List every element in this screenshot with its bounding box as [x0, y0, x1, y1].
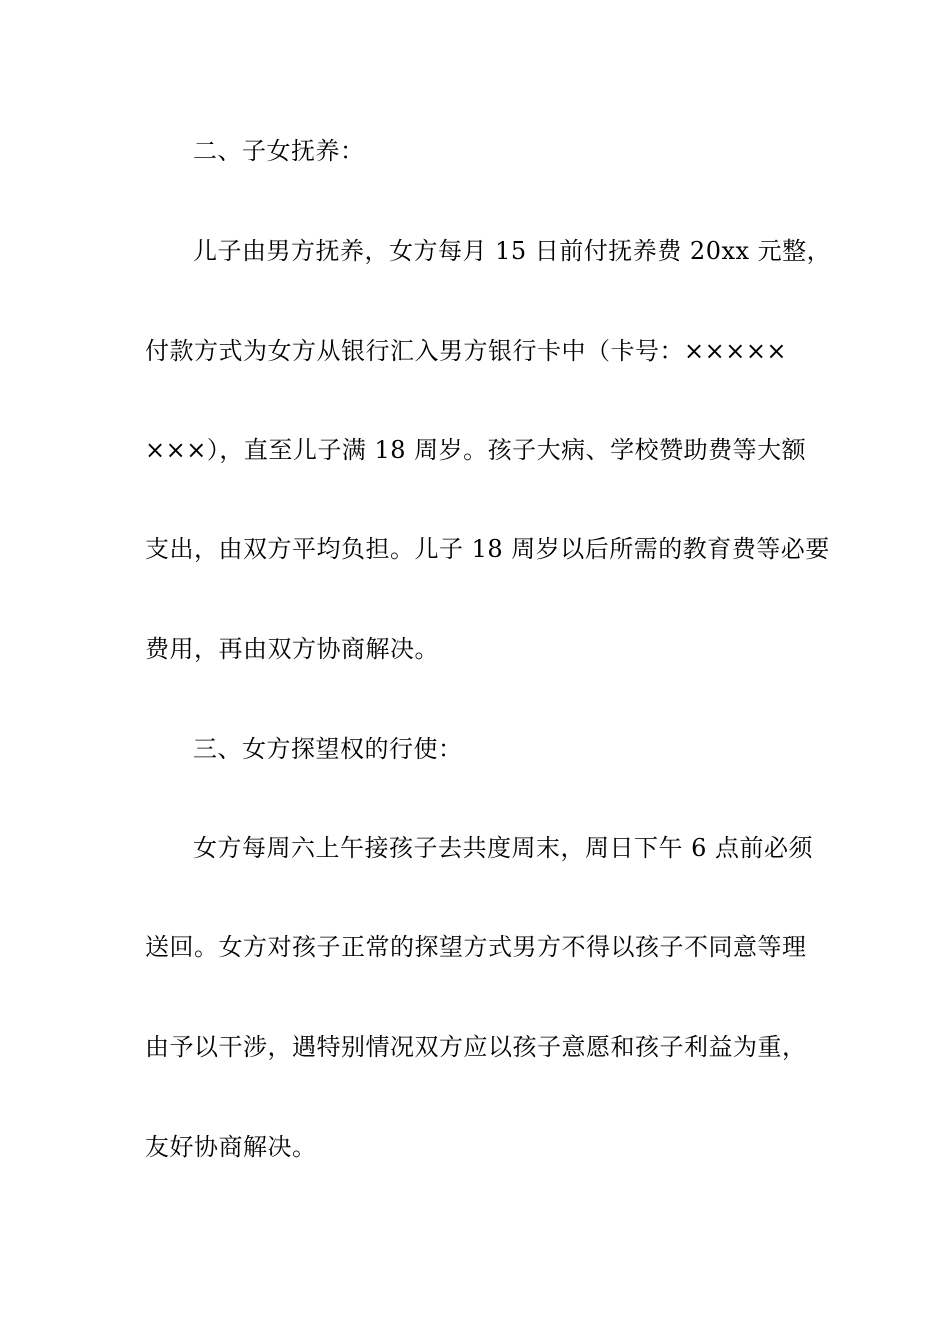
- paragraph-line: 支出，由双方平均负担。儿子 18 周岁以后所需的教育费等必要: [145, 535, 830, 563]
- section-heading-child-custody: 二、子女抚养：: [193, 137, 365, 165]
- paragraph-line: ×××），直至儿子满 18 周岁。孩子大病、学校赞助费等大额: [145, 436, 807, 464]
- paragraph-line: 费用，再由双方协商解决。: [145, 635, 439, 663]
- paragraph-line: 送回。女方对孩子正常的探望方式男方不得以孩子不同意等理: [145, 933, 807, 961]
- paragraph-line: 由予以干涉，遇特别情况双方应以孩子意愿和孩子利益为重，: [145, 1033, 807, 1061]
- paragraph-line: 友好协商解决。: [145, 1133, 317, 1161]
- paragraph-line: 女方每周六上午接孩子去共度周末，周日下午 6 点前必须: [193, 834, 814, 862]
- paragraph-line: 儿子由男方抚养，女方每月 15 日前付抚养费 20xx 元整，: [193, 237, 832, 265]
- section-heading-visitation-rights: 三、女方探望权的行使：: [193, 735, 463, 763]
- paragraph-line: 付款方式为女方从银行汇入男方银行卡中（卡号：×××××: [145, 337, 788, 365]
